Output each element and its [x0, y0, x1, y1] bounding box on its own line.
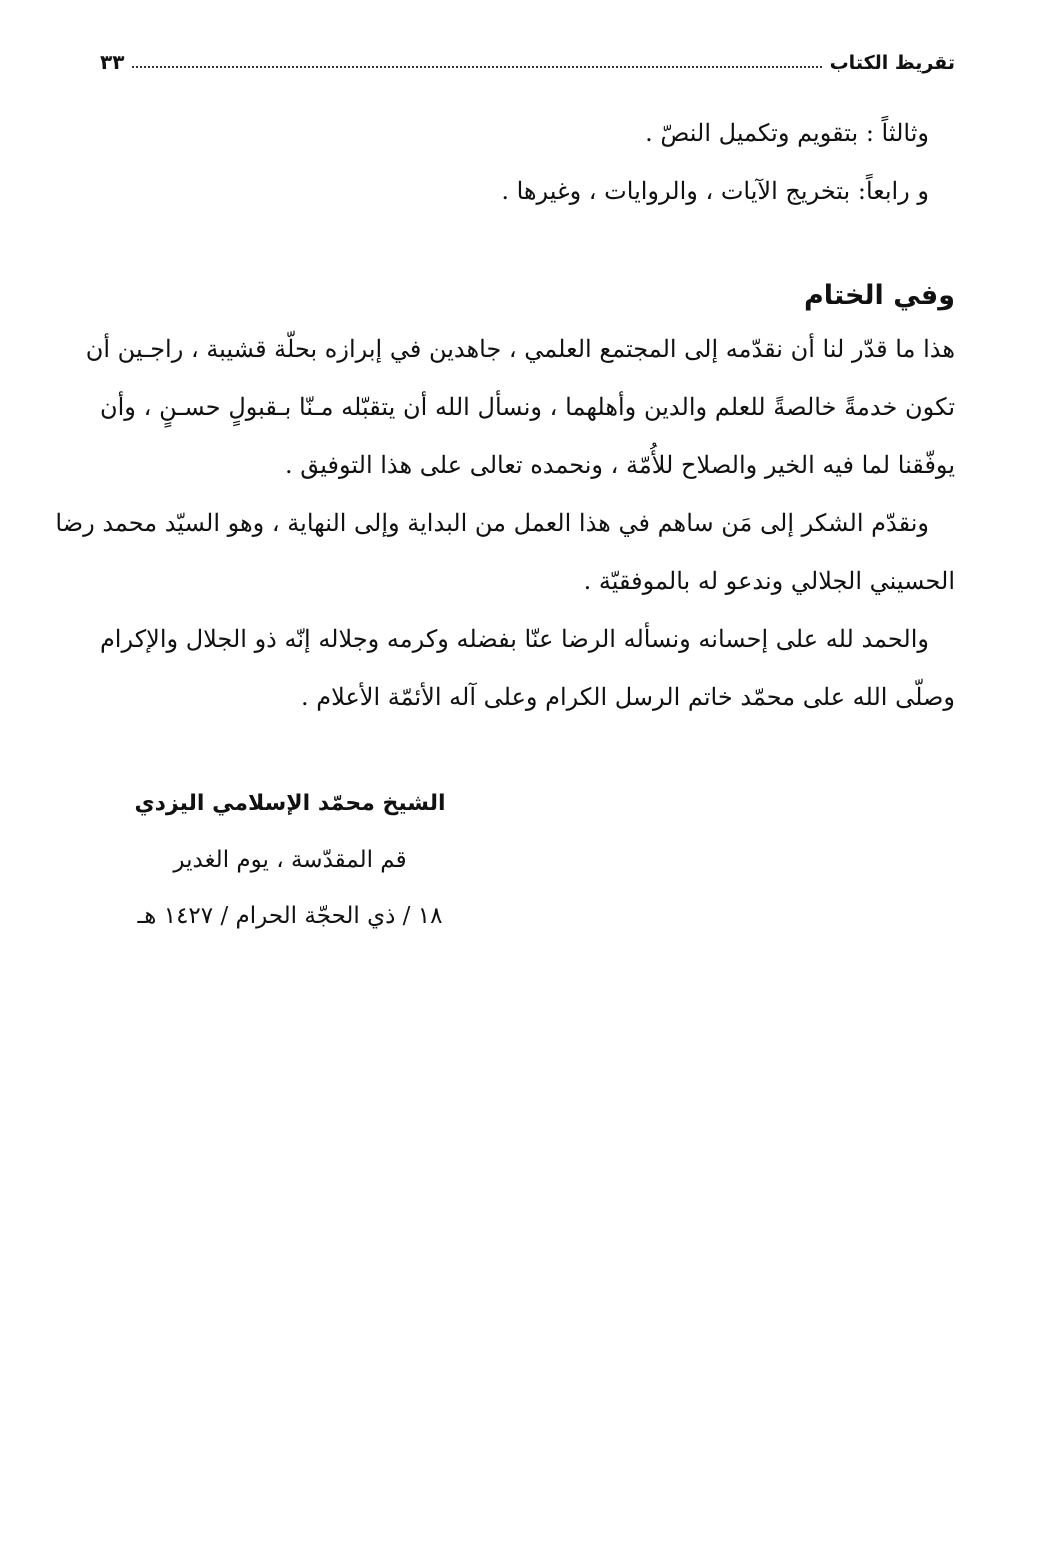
dotted-leader — [132, 66, 821, 68]
page-number: ٣٣ — [100, 50, 125, 74]
list-item-fourth: و رابعاً: بتخريج الآيات ، والروايات ، وغيرها . — [501, 177, 929, 205]
paragraph-line: ونقدّم الشكر إلى مَن ساهم في هذا العمل من البداية وإلى النهاية ، وهو السيّد محمد رضا — [55, 509, 929, 537]
paragraph-line: الحسيني الجلالي وندعو له بالموفقيّة . — [583, 567, 955, 595]
closing-section — [100, 276, 955, 316]
running-header — [100, 40, 955, 74]
signatory-name: الشيخ محمّد الإسلامي اليزدي — [134, 791, 446, 816]
paragraph-line: وصلّى الله على محمّد خاتم الرسل الكرام وعلى آله الأئمّة الأعلام . — [301, 683, 955, 711]
paragraph-line: يوفّقنا لما فيه الخير والصلاح للأُمّة ، ونحمده تعالى على هذا التوفيق . — [285, 451, 955, 479]
closing-body — [55, 320, 955, 726]
signature-place: قم المقدّسة ، يوم الغدير — [173, 847, 407, 873]
paragraph-line: هذا ما قدّر لنا أن نقدّمه إلى المجتمع العلمي ، جاهدين في إبرازه بحلّة قشيبة ، راجـين أن — [85, 335, 955, 363]
paragraph-line: تكون خدمةً خالصةً للعلم والدين وأهلهما ، ونسأل الله أن يتقبّله مـنّا بـقبولٍ حسـنٍ ، وأن — [100, 393, 955, 421]
list-item-third: وثالثاً : بتقويم وتكميل النصّ . — [645, 119, 929, 147]
signature-date: ١٨ / ذي الحجّة الحرام / ١٤٢٧ هـ — [137, 903, 443, 929]
section-heading: وفي الختام — [804, 280, 955, 311]
enumerated-items — [100, 104, 955, 220]
signature-block — [120, 776, 460, 944]
paragraph-line: والحمد لله على إحسانه ونسأله الرضا عنّا بفضله وكرمه وجلاله إنّه ذو الجلال والإكرام — [99, 625, 929, 653]
running-header-title: تقريظ الكتاب — [829, 52, 955, 74]
